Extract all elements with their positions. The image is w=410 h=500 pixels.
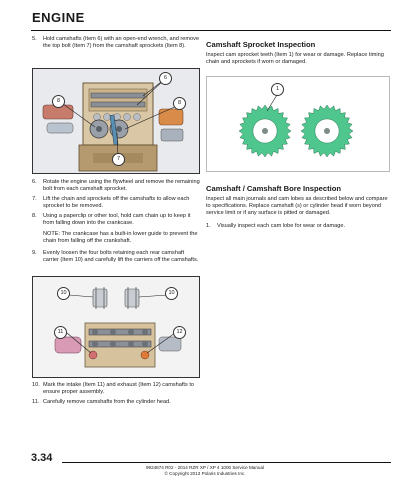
bore-step-1 xyxy=(206,223,388,230)
steps-top xyxy=(32,36,200,50)
step-text: Carefully remove camshafts from the cylinder head. xyxy=(43,398,171,405)
step-number: 7. xyxy=(32,195,37,202)
callout-12: 12 xyxy=(173,326,186,339)
step-text: Visually inspect each cam lobe for wear or damage. xyxy=(217,222,345,229)
steps-bottom xyxy=(32,382,200,406)
step-number: 8. xyxy=(32,212,37,219)
callout-8-left: 8 xyxy=(52,95,65,108)
step-number: 5. xyxy=(32,36,37,42)
step-text: Rotate the engine using the flywheel and remove the remaining bolt from each camshaft sprocket. xyxy=(43,179,200,192)
step-number: 11. xyxy=(32,398,40,405)
sprocket-text: Inspect cam sprocket teeth (Item 1) for wear or damage. Replace timing chain and sprockets if worn or damaged. xyxy=(206,51,384,65)
sprocket-illustration xyxy=(207,77,389,171)
step-6 xyxy=(32,179,200,193)
sprocket-left-bolt xyxy=(262,128,268,134)
step-text: Mark the intake (Item 11) and exhaust (Item 12) camshafts to ensure proper assembly. xyxy=(43,382,194,395)
callout-10-right: 10 xyxy=(165,287,178,300)
callout-8-right: 8 xyxy=(173,97,186,110)
note xyxy=(32,231,200,245)
step-9 xyxy=(32,250,200,264)
step-number: 1. xyxy=(206,222,211,229)
section-title: ENGINE xyxy=(32,10,85,25)
callout-7: 7 xyxy=(112,153,125,166)
engine-figure xyxy=(32,68,200,174)
step-7 xyxy=(32,196,200,210)
sprocket-right xyxy=(301,105,353,157)
step-number: 10. xyxy=(32,382,40,388)
step-text: Using a paperclip or other tool, hold cam chain up to keep it from falling down into the crankcase. xyxy=(43,212,191,226)
page-number: 3.34 xyxy=(31,452,53,464)
step-5 xyxy=(32,36,200,50)
step-10 xyxy=(32,382,200,396)
steps-mid xyxy=(32,179,200,264)
header-rule xyxy=(31,30,391,31)
bore-text: Inspect all main journals and cam lobes as described below and compare to specifications. Replace camshaft (s) or cylinder head if worn beyond service limit or if any surface is pitted or damaged. xyxy=(206,195,388,216)
footer-doc-line: 9924874 R02 - 2014 RZR XP / XP 4 1000 Service Manual xyxy=(145,465,265,470)
note-label: NOTE: xyxy=(43,231,61,238)
sprocket-right-bolt xyxy=(324,128,330,134)
callout-11: 11 xyxy=(54,326,67,339)
step-11 xyxy=(32,399,200,406)
camshaft-figure xyxy=(32,276,200,378)
step-8 xyxy=(32,213,200,227)
footer-rule xyxy=(62,462,391,463)
bore-heading: Camshaft / Camshaft Bore Inspection xyxy=(206,184,342,193)
sprocket-figure xyxy=(206,76,390,172)
callout-1: 1 xyxy=(271,83,284,96)
step-number: 9. xyxy=(32,250,37,257)
footer-copyright: © Copyright 2013 Polaris Industries Inc. xyxy=(164,471,246,476)
step-text: Evenly loosen the four bolts retaining each rear camshaft carrier (Item 10) and carefully lift the carriers off the camshafts. xyxy=(43,250,199,264)
sprocket-heading: Camshaft Sprocket Inspection xyxy=(206,40,316,49)
note-text: The crankcase has a built-in lower guide to prevent the chain from falling off the crankshaft. xyxy=(43,231,198,245)
bore-section xyxy=(206,186,388,230)
step-number: 6. xyxy=(32,179,37,185)
callout-6: 6 xyxy=(159,72,172,85)
sprocket-section xyxy=(206,42,388,66)
step-text: Hold camshafts (Item 6) with an open-end wrench, and remove the top bolt (Item 7) from the camshaft sprockets (Item 8). xyxy=(43,36,200,49)
callout-10-left: 10 xyxy=(57,287,70,300)
sprocket-left xyxy=(239,105,291,157)
step-text: Lift the chain and sprockets off the camshafts to allow each sprocket to be removed. xyxy=(43,195,190,209)
